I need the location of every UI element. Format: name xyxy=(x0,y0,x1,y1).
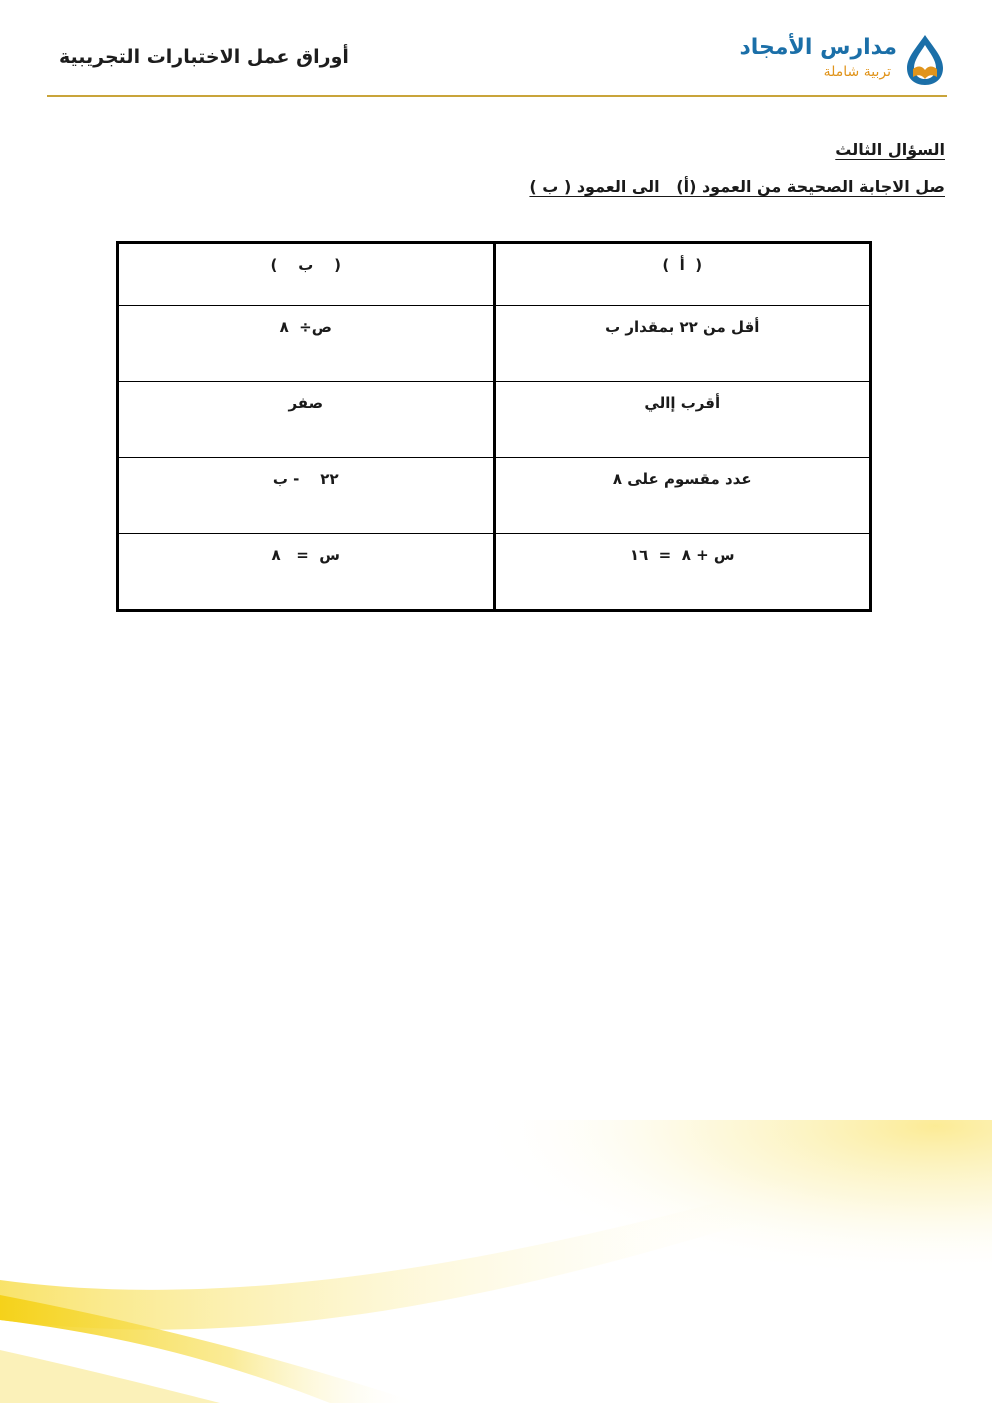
question-title: السؤال الثالث xyxy=(835,140,945,159)
question-instruction: صل الاجابة الصحيحة من العمود (أ) الى العمود ( ب ) xyxy=(529,177,945,196)
column-a-header: ( أ ) xyxy=(494,243,871,306)
matching-table xyxy=(116,241,872,612)
logo-name: مدارس الأمجاد xyxy=(739,35,897,60)
table-row xyxy=(118,382,871,458)
column-a-cell: أقل من ٢٢ بمقدار ب xyxy=(494,306,871,382)
column-b-cell: صفر xyxy=(118,382,495,458)
column-a-cell: س + ٨ = ١٦ xyxy=(494,534,871,611)
table-row xyxy=(118,306,871,382)
column-a-cell: أقرب إالي xyxy=(494,382,871,458)
drop-book-icon xyxy=(903,33,947,87)
column-b-cell: ٢٢ - ب xyxy=(118,458,495,534)
column-a-cell: عدد مقسوم على ٨ xyxy=(494,458,871,534)
table-row xyxy=(118,534,871,611)
column-b-cell: ص÷ ٨ xyxy=(118,306,495,382)
school-logo xyxy=(727,33,947,89)
column-b-cell: س = ٨ xyxy=(118,534,495,611)
table-header-row xyxy=(118,243,871,306)
page-title: أوراق عمل الاختبارات التجريبية xyxy=(59,46,349,68)
page-header xyxy=(47,28,947,96)
header-divider xyxy=(47,95,947,97)
logo-tagline: تربية شاملة xyxy=(823,64,891,80)
table-row xyxy=(118,458,871,534)
decorative-swoosh xyxy=(0,1120,992,1403)
column-b-header: ( ب ) xyxy=(118,243,495,306)
